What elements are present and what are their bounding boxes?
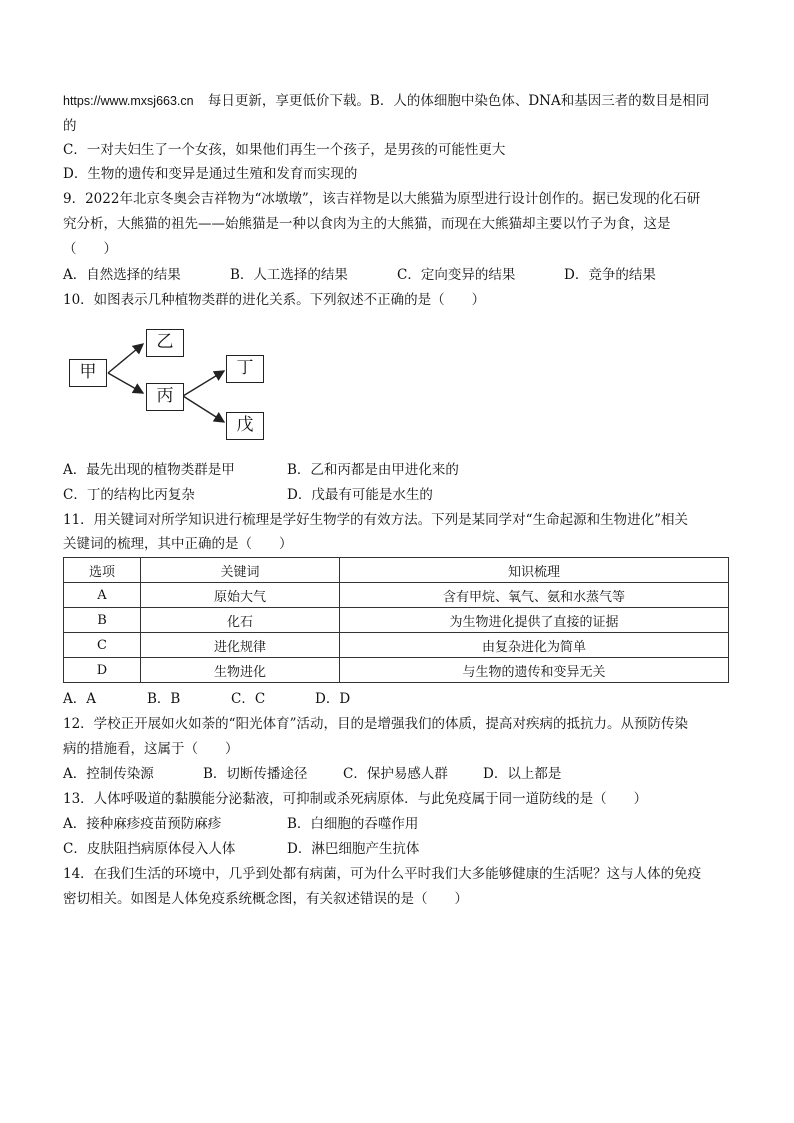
table-cell: 含有甲烷、氧气、氨和水蒸气等 — [340, 583, 729, 608]
q14-stem-line1: 14．在我们生活的环境中，几乎到处都有病菌，可为什么平时我们大多能够健康的生活呢？这与人体的免疫 — [63, 866, 702, 882]
table-cell: 进化规律 — [141, 633, 340, 658]
q9-option-c: C．定向变异的结果 — [397, 267, 516, 283]
q9-option-a: A．自然选择的结果 — [63, 267, 181, 283]
q11-option-a: A．A — [63, 691, 96, 707]
q9-stem-line2: 究分析，大熊猫的祖先——始熊猫是一种以食肉为主的大熊猫，而现在大熊猫却主要以竹子为食，这是 — [63, 216, 671, 232]
plant-evolution-diagram — [63, 327, 273, 442]
table-cell: 由复杂进化为简单 — [340, 633, 729, 658]
table-cell: 生物进化 — [141, 658, 340, 683]
q10-option-a: A．最先出现的植物类群是甲 — [63, 462, 235, 478]
q9-option-b: B．人工选择的结果 — [230, 267, 348, 283]
arrow-jia-bing — [108, 373, 143, 393]
q13-option-a: A．接种麻疹疫苗预防麻疹 — [63, 816, 222, 832]
node-jia: 甲 — [69, 359, 107, 387]
q13-option-c: C．皮肤阻挡病原体侵入人体 — [63, 841, 236, 857]
node-ding: 丁 — [226, 355, 264, 383]
q12-stem-line1: 12．学校正开展如火如荼的“阳光体育”活动，目的是增强我们的体质，提高对疾病的抵抗力。从预防传染 — [63, 716, 688, 732]
q13-option-d: D．淋巴细胞产生抗体 — [287, 841, 420, 857]
q10-option-d: D．戊最有可能是水生的 — [287, 487, 433, 503]
table-row — [64, 608, 729, 633]
q9-option-d: D．竞争的结果 — [564, 267, 656, 283]
q12-option-a: A．控制传染源 — [63, 766, 154, 782]
q8-option-b-line1: B．人的体细胞中染色体、DNA和基因三者的数目是相同 — [369, 93, 710, 109]
q13-stem: 13．人体呼吸道的黏膜能分泌黏液，可抑制或杀死病原体．与此免疫属于同一道防线的是（ ） — [63, 791, 648, 807]
table-cell: B — [64, 608, 141, 633]
q10-stem: 10．如图表示几种植物类群的进化关系。下列叙述不正确的是（ ） — [63, 292, 486, 308]
q8-option-c: C．一对夫妇生了一个女孩，如果他们再生一个孩子，是男孩的可能性更大 — [63, 142, 506, 158]
table-cell: C — [64, 633, 141, 658]
table-header-keyword: 关键词 — [141, 558, 340, 583]
q11-stem-line2: 关键词的梳理，其中正确的是（ ） — [63, 536, 293, 552]
arrow-bing-ding — [183, 371, 224, 396]
node-yi: 乙 — [146, 329, 184, 357]
q8-option-d: D．生物的遗传和变异是通过生殖和发育而实现的 — [63, 166, 358, 182]
table-cell: 原始大气 — [141, 583, 340, 608]
table-cell: A — [64, 583, 141, 608]
arrow-bing-wu — [183, 396, 224, 422]
q12-option-c: C．保护易感人群 — [343, 766, 448, 782]
q14-stem-line2: 密切相关。如图是人体免疫系统概念图，有关叙述错误的是（ ） — [63, 891, 468, 907]
table-row — [64, 583, 729, 608]
table-cell: D — [64, 658, 141, 683]
promo-text: 每日更新，享更低价下载。 — [207, 93, 370, 109]
q9-stem-line3: （ ） — [63, 241, 117, 257]
q12-option-b: B．切断传播途径 — [203, 766, 308, 782]
q11-option-d: D．D — [315, 691, 351, 707]
table-header-option: 选项 — [64, 558, 141, 583]
table-cell: 为生物进化提供了直接的证据 — [340, 608, 729, 633]
q12-option-d: D．以上都是 — [483, 766, 562, 782]
source-url: https://www.mxsj663.cn — [63, 94, 194, 108]
node-wu: 戊 — [226, 412, 264, 440]
q9-stem-line1: 9．2022年北京冬奥会吉祥物为“冰墩墩”，该吉祥物是以大熊猫为原型进行设计创作的。据已发现的化石研 — [63, 191, 701, 207]
keyword-table — [63, 557, 729, 683]
q11-option-b: B．B — [147, 691, 181, 707]
q11-stem-line1: 11．用关键词对所学知识进行梳理是学好生物学的有效方法。下列是某同学对“生命起源和生物进化”相关 — [63, 512, 688, 528]
q11-option-c: C．C — [231, 691, 266, 707]
q10-option-b: B．乙和丙都是由甲进化来的 — [287, 462, 459, 478]
table-header-row — [64, 558, 729, 583]
table-cell: 与生物的遗传和变异无关 — [340, 658, 729, 683]
table-cell: 化石 — [141, 608, 340, 633]
q8-option-b-line2: 的 — [63, 118, 77, 134]
q13-option-b: B．白细胞的吞噬作用 — [287, 816, 419, 832]
table-row — [64, 633, 729, 658]
table-header-knowledge: 知识梳理 — [340, 558, 729, 583]
header-line — [63, 92, 709, 110]
node-bing: 丙 — [146, 383, 184, 411]
arrow-jia-yi — [108, 344, 143, 373]
table-row — [64, 658, 729, 683]
q12-stem-line2: 病的措施看，这属于（ ） — [63, 741, 239, 757]
q10-option-c: C．丁的结构比丙复杂 — [63, 487, 195, 503]
